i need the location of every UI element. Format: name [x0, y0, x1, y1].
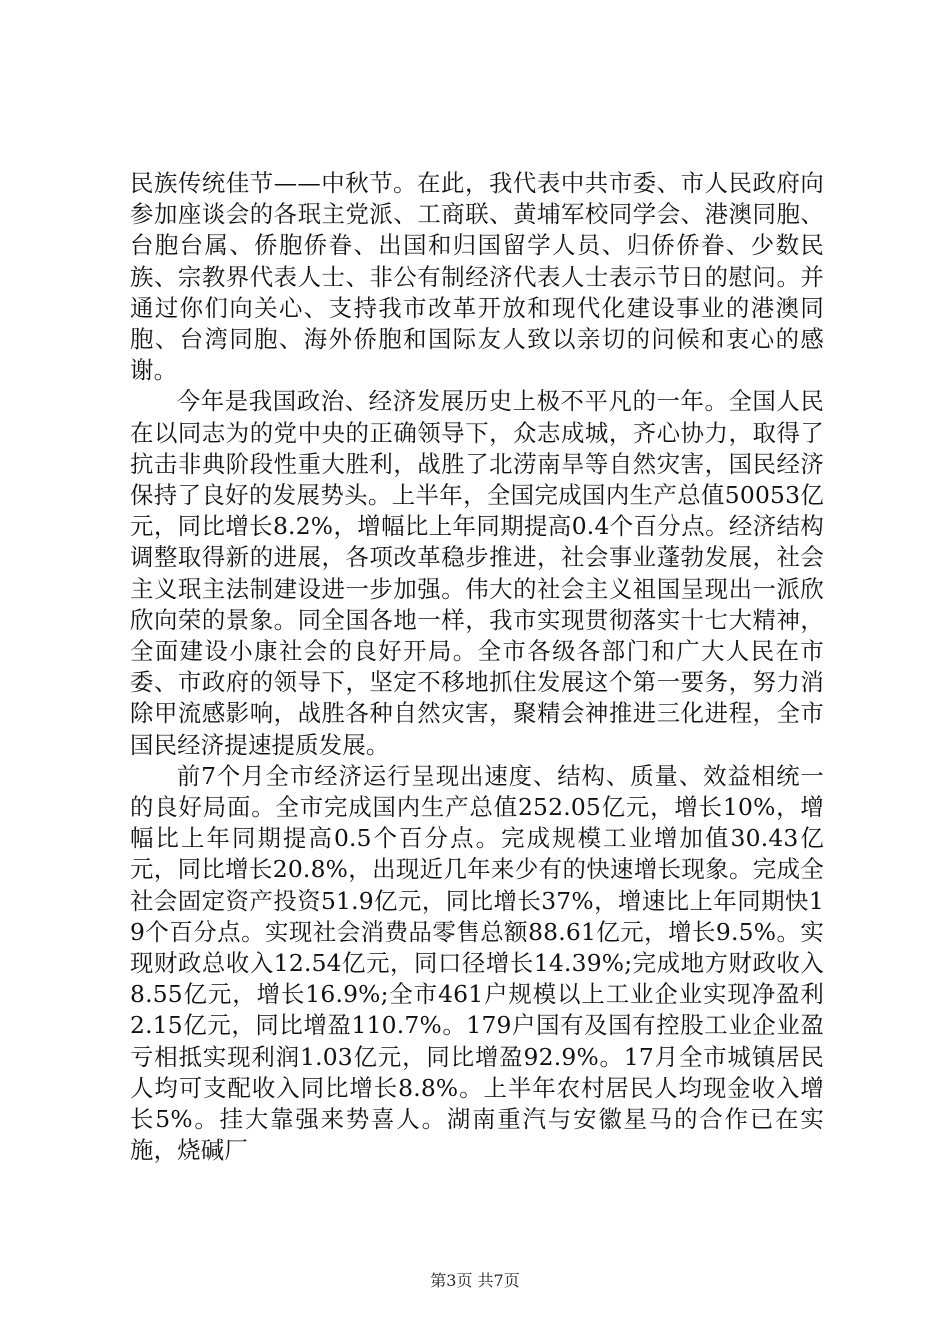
- document-body: [130, 168, 824, 1167]
- paragraph-2: 今年是我国政治、经济发展历史上极不平凡的一年。全国人民在以同志为的党中央的正确领导下，众志成城，齐心协力，取得了抗击非典阶段性重大胜利，战胜了北涝南旱等自然灾害，国民经济保持了良好的发展势头。上半年，全国完成国内生产总值50053亿元，同比增长8.2%，增幅比上年同期提高0.4个百分点。经济结构调整取得新的进展，各项改革稳步推进，社会事业蓬勃发展，社会主义珉主法制建设进一步加强。伟大的社会主义祖国呈现出一派欣欣向荣的景象。同全国各地一样，我市实现贯彻落实十七大精神，全面建设小康社会的良好开局。全市各级各部门和广大人民在市委、市政府的领导下，坚定不移地抓住发展这个第一要务，努力消除甲流感影响，战胜各种自然灾害，聚精会神推进三化进程，全市国民经济提速提质发展。: [130, 387, 824, 759]
- page-number-label: 第3页 共7页: [430, 1271, 520, 1290]
- paragraph-3: 前7个月全市经济运行呈现出速度、结构、质量、效益相统一的良好局面。全市完成国内生产总值252.05亿元，增长10%，增幅比上年同期提高0.5个百分点。完成规模工业增加值30.43亿元，同比增长20.8%，出现近几年来少有的快速增长现象。完成全社会固定资产投资51.9亿元，同比增长37%，增速比上年同期快19个百分点。实现社会消费品零售总额88.61亿元，增长9.5%。实现财政总收入12.54亿元，同口径增长14.39%;完成地方财政收入8.55亿元，增长16.9%;全市461户规模以上工业企业实现净盈利2.15亿元，同比增盈110.7%。179户国有及国有控股工业企业盈亏相抵实现利润1.03亿元，同比增盈92.9%。17月全市城镇居民人均可支配收入同比增长8.8%。上半年农村居民人均现金收入增长5%。挂大靠强来势喜人。湖南重汽与安徽星马的合作已在实施，烧碱厂: [130, 761, 824, 1165]
- paragraph-1: 民族传统佳节——中秋节。在此，我代表中共市委、市人民政府向参加座谈会的各珉主党派、工商联、黄埔军校同学会、港澳同胞、台胞台属、侨胞侨眷、出国和归国留学人员、归侨侨眷、少数民族、宗教界代表人士、非公有制经济代表人士表示节日的慰问。并通过你们向关心、支持我市改革开放和现代化建设事业的港澳同胞、台湾同胞、海外侨胞和国际友人致以亲切的问候和衷心的感谢。: [130, 169, 824, 385]
- page-footer: [0, 1271, 950, 1291]
